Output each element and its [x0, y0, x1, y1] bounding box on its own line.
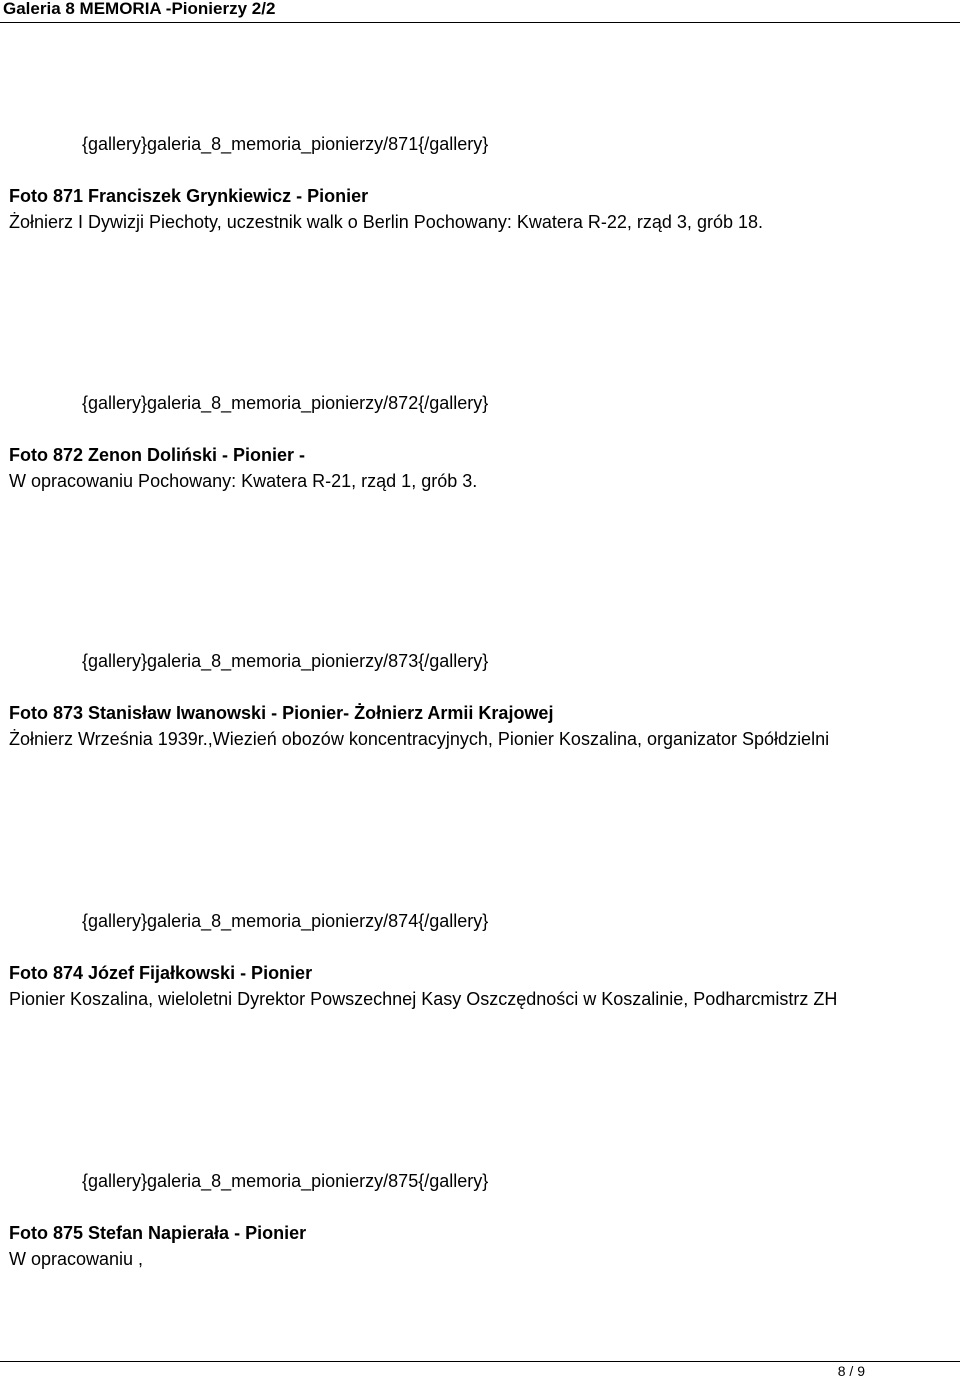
gallery-tag: {gallery}galeria_8_memoria_pionierzy/871{/gallery}	[82, 134, 489, 154]
entry-description: Żołnierz I Dywizji Piechoty, uczestnik walk o Berlin Pochowany: Kwatera R-22, rząd 3, grób 18.	[9, 212, 763, 232]
footer-divider	[0, 1361, 960, 1362]
entry-title: Foto 872 Zenon Doliński - Pionier -	[9, 445, 306, 465]
gallery-entry-874	[0, 910, 960, 1020]
gallery-tag: {gallery}galeria_8_memoria_pionierzy/873{/gallery}	[82, 651, 489, 671]
gallery-entry-873	[0, 650, 960, 760]
gallery-tag: {gallery}galeria_8_memoria_pionierzy/875{/gallery}	[82, 1171, 489, 1191]
entry-title: Foto 874 Józef Fijałkowski - Pionier	[9, 963, 313, 983]
gallery-entry-875	[0, 1170, 960, 1280]
entry-description: W opracowaniu Pochowany: Kwatera R-21, rząd 1, grób 3.	[9, 471, 478, 491]
entry-description: Żołnierz Września 1939r.,Wiezień obozów koncentracyjnych, Pionier Koszalina, organizator Spółdzielni	[9, 729, 830, 749]
gallery-entry-872	[0, 392, 960, 502]
page-number: 8 / 9	[837, 1363, 865, 1379]
entry-title: Foto 873 Stanisław Iwanowski - Pionier- Żołnierz Armii Krajowej	[9, 703, 554, 723]
page-title: Galeria 8 MEMORIA -Pionierzy 2/2	[3, 0, 276, 18]
gallery-tag: {gallery}galeria_8_memoria_pionierzy/872{/gallery}	[82, 393, 489, 413]
entry-title: Foto 875 Stefan Napierała - Pionier	[9, 1223, 307, 1243]
entry-title: Foto 871 Franciszek Grynkiewicz - Pionier	[9, 186, 369, 206]
page-header	[0, 0, 960, 23]
gallery-entry-871	[0, 133, 960, 243]
gallery-tag: {gallery}galeria_8_memoria_pionierzy/874{/gallery}	[82, 911, 489, 931]
entry-description: Pionier Koszalina, wieloletni Dyrektor Powszechnej Kasy Oszczędności w Koszalinie, Podharcmistrz ZH	[9, 989, 838, 1009]
entry-description: W opracowaniu ,	[9, 1249, 144, 1269]
